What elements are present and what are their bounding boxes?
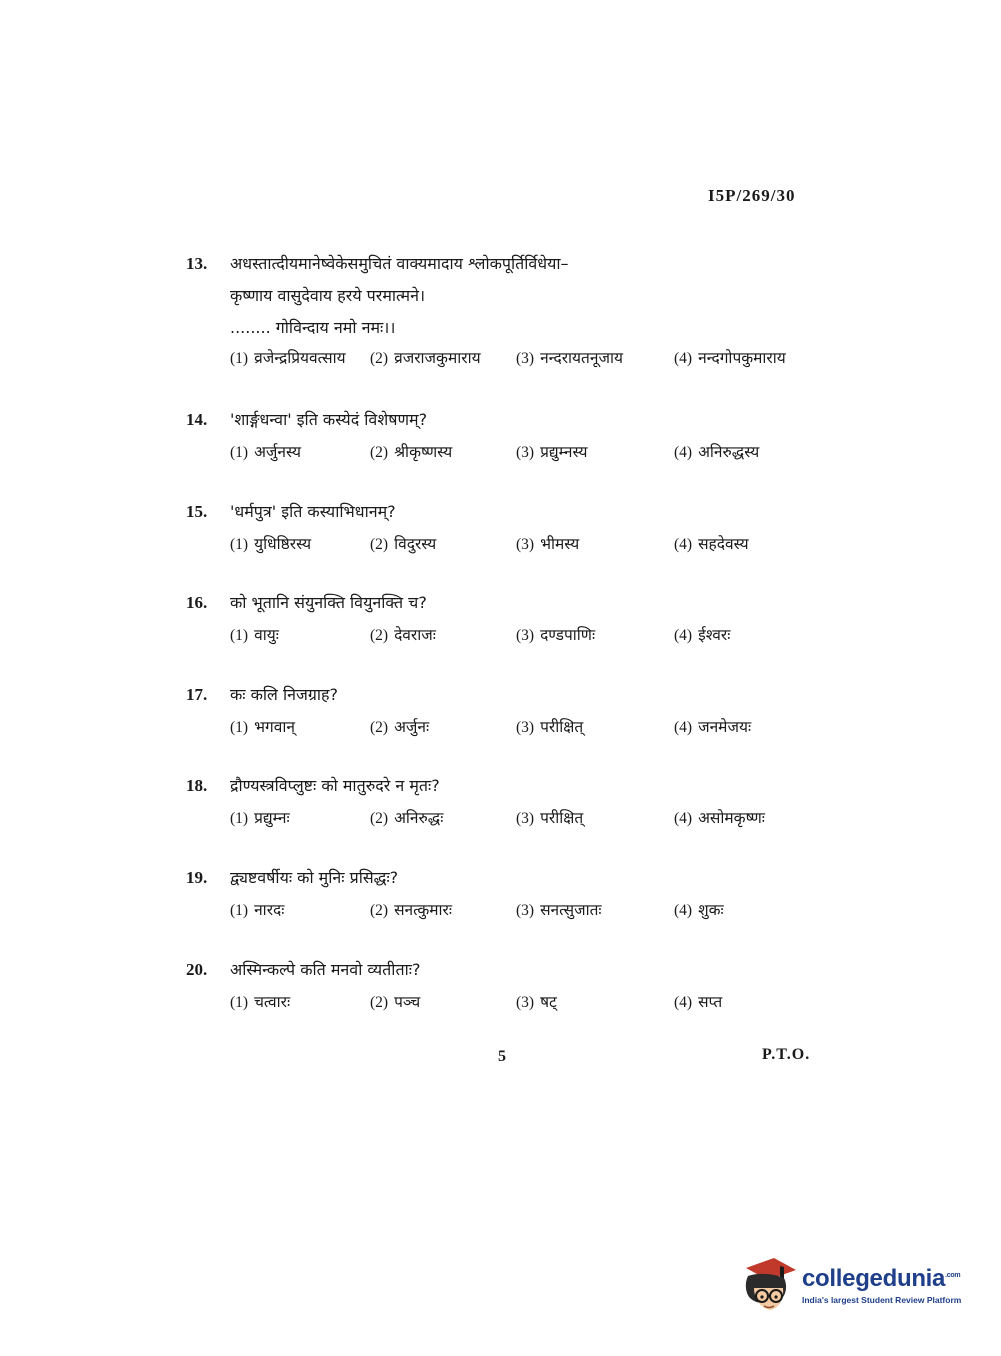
brand-tagline: India's largest Student Review Platform	[802, 1295, 962, 1305]
option-2: (2) देवराजः	[370, 626, 436, 644]
question-18	[186, 770, 826, 828]
question-text: 'शार्ङ्गधन्वा' इति कस्येदं विशेषणम्?	[230, 410, 428, 429]
paper-code: I5P/269/30	[708, 186, 796, 205]
mascot-icon	[740, 1254, 798, 1316]
option-3: (3) षट्	[516, 993, 557, 1011]
question-text: अधस्तात्दीयमानेष्वेकेसमुचितं वाक्यमादाय श्लोकपूर्तिर्विधेया–	[230, 254, 569, 273]
option-4: (4) जनमेजयः	[674, 718, 752, 736]
option-1: (1) प्रद्युम्नः	[230, 809, 290, 827]
verse-line-1: कृष्णाय वासुदेवाय हरये परमात्मने।	[230, 286, 426, 305]
options	[230, 806, 826, 828]
question-14	[186, 404, 826, 462]
option-4: (4) सप्त	[674, 993, 723, 1011]
option-3: (3) नन्दरायतनूजाय	[516, 349, 623, 367]
option-2: (2) अर्जुनः	[370, 718, 430, 736]
question-number: 16.	[186, 593, 208, 612]
option-3: (3) प्रद्युम्नस्य	[516, 443, 588, 461]
option-3: (3) परीक्षित्	[516, 718, 584, 736]
question-number: 19.	[186, 868, 208, 887]
option-1: (1) अर्जुनस्य	[230, 443, 302, 461]
question-text: द्रौण्यस्त्रविप्लुष्टः को मातुरुदरे न मृतः?	[230, 776, 440, 795]
option-1: (1) युधिष्ठिरस्य	[230, 535, 312, 553]
options	[230, 898, 826, 920]
question-16	[186, 587, 826, 645]
option-2: (2) विदुरस्य	[370, 535, 437, 553]
option-1: (1) भगवान्	[230, 718, 295, 736]
option-4: (4) ईश्वरः	[674, 626, 731, 644]
pto-label: P.T.O.	[762, 1046, 811, 1063]
option-2: (2) श्रीकृष्णस्य	[370, 443, 453, 461]
option-2: (2) पञ्च	[370, 993, 421, 1011]
question-text: को भूतानि संयुनक्ति वियुनक्ति च?	[230, 593, 427, 612]
options	[230, 346, 826, 368]
options	[230, 623, 826, 645]
question-17	[186, 679, 826, 737]
option-4: (4) नन्दगोपकुमाराय	[674, 349, 786, 367]
question-text: अस्मिन्कल्पे कति मनवो व्यतीताः?	[230, 960, 421, 979]
option-3: (3) सनत्सुजातः	[516, 901, 602, 919]
options	[230, 715, 826, 737]
question-19	[186, 862, 826, 920]
question-20	[186, 954, 826, 1012]
option-4: (4) सहदेवस्य	[674, 535, 749, 553]
option-2: (2) व्रजराजकुमाराय	[370, 349, 481, 367]
verse-line-2: ........ गोविन्दाय नमो नमः।।	[230, 318, 396, 337]
option-2: (2) सनत्कुमारः	[370, 901, 453, 919]
question-number: 18.	[186, 776, 208, 795]
collegedunia-logo	[740, 1252, 970, 1318]
question-number: 14.	[186, 410, 208, 429]
option-4: (4) अनिरुद्धस्य	[674, 443, 760, 461]
question-15	[186, 496, 826, 554]
options	[230, 532, 826, 554]
question-13	[186, 248, 826, 368]
option-1: (1) व्रजेन्द्रप्रियवत्साय	[230, 349, 346, 367]
option-1: (1) चत्वारः	[230, 993, 291, 1011]
option-3: (3) भीमस्य	[516, 535, 580, 553]
brand-name: collegedunia$^{.com}$	[802, 1265, 961, 1292]
option-1: (1) वायुः	[230, 626, 279, 644]
question-text: कः कलि निजग्राह?	[230, 685, 339, 704]
question-number: 13.	[186, 254, 208, 273]
question-number: 15.	[186, 502, 208, 521]
option-4: (4) असोमकृष्णः	[674, 809, 765, 827]
question-text: 'धर्मपुत्र' इति कस्याभिधानम्?	[230, 502, 396, 521]
page-number: 5	[498, 1048, 506, 1065]
question-text: द्व्यष्टवर्षीयः को मुनिः प्रसिद्धः?	[230, 868, 399, 887]
option-1: (1) नारदः	[230, 901, 285, 919]
option-2: (2) अनिरुद्धः	[370, 809, 444, 827]
options	[230, 440, 826, 462]
option-3: (3) दण्डपाणिः	[516, 626, 596, 644]
question-number: 17.	[186, 685, 208, 704]
question-number: 20.	[186, 960, 208, 979]
option-4: (4) शुकः	[674, 901, 724, 919]
options	[230, 990, 826, 1012]
option-3: (3) परीक्षित्	[516, 809, 584, 827]
